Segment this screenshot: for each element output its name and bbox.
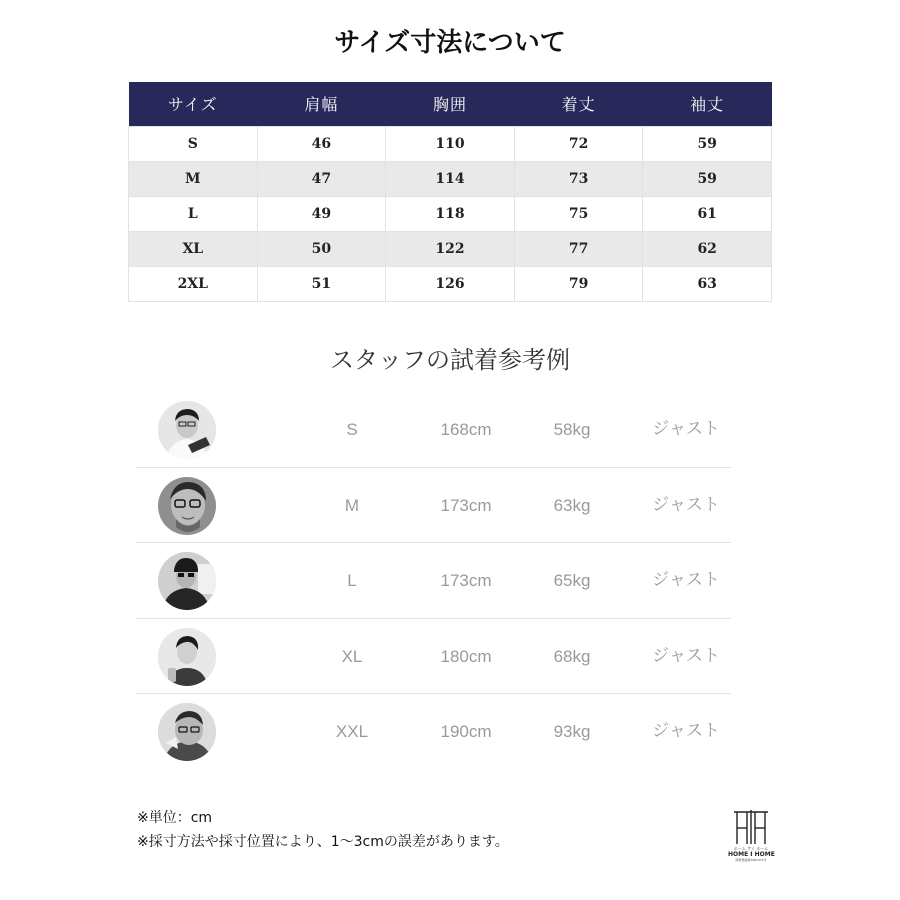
staff-height: 173cm: [440, 495, 492, 515]
header-size: サイズ: [129, 82, 258, 126]
table-cell: 73: [514, 161, 643, 196]
table-cell: 50: [257, 231, 386, 266]
staff-size: XXL: [335, 722, 369, 741]
staff-fit: ジャスト: [652, 570, 720, 590]
staff-weight: 68kg: [553, 646, 591, 666]
table-cell: 118: [386, 196, 515, 231]
staff-row: [136, 392, 731, 468]
brand-logo: [728, 808, 774, 874]
size-chart-header-row: [129, 82, 772, 126]
header-sleeve: 袖丈: [643, 82, 772, 126]
staff-weight: 63kg: [553, 495, 591, 515]
size-chart-table: [128, 82, 772, 302]
staff-list: [136, 392, 731, 770]
table-cell: M: [129, 161, 258, 196]
header-length: 着丈: [514, 82, 643, 126]
header-chest: 胸囲: [386, 82, 515, 126]
table-cell: L: [129, 196, 258, 231]
logo-trademark: 商標登録第5987471号: [735, 858, 767, 862]
staff-row: [136, 694, 731, 770]
staff-size: S: [346, 420, 358, 439]
table-cell: 72: [514, 126, 643, 161]
table-row: [129, 266, 772, 301]
table-cell: 47: [257, 161, 386, 196]
staff-size: L: [347, 571, 357, 590]
staff-avatar: [158, 552, 216, 610]
tolerance-note: ※採寸方法や採寸位置により、1～3cmの誤差があります。: [137, 834, 509, 850]
person-photo-icon: [158, 401, 216, 459]
home-i-home-logo-icon: [731, 808, 771, 846]
staff-weight: 93kg: [553, 722, 591, 741]
table-cell: S: [129, 126, 258, 161]
staff-row: [136, 543, 731, 619]
table-cell: 51: [257, 266, 386, 301]
table-cell: 46: [257, 126, 386, 161]
table-row: [129, 231, 772, 266]
staff-weight: 65kg: [553, 571, 591, 590]
table-cell: 62: [643, 231, 772, 266]
table-cell: 126: [386, 266, 515, 301]
staff-avatar: [158, 628, 216, 686]
logo-name: HOME I HOME: [728, 851, 775, 858]
staff-avatar: [158, 703, 216, 761]
staff-size: XL: [341, 646, 363, 666]
table-cell: 114: [386, 161, 515, 196]
staff-fit: ジャスト: [652, 494, 720, 515]
table-cell: 110: [386, 126, 515, 161]
table-cell: 2XL: [129, 266, 258, 301]
staff-avatar: [158, 401, 216, 459]
notes: [137, 806, 509, 854]
person-photo-icon: [158, 477, 216, 535]
table-cell: 77: [514, 231, 643, 266]
table-row: [129, 196, 772, 231]
staff-height: 180cm: [440, 646, 492, 666]
staff-section-title: スタッフの試着参考例: [330, 346, 570, 374]
staff-height: 190cm: [440, 722, 492, 741]
table-cell: XL: [129, 231, 258, 266]
table-cell: 59: [643, 126, 772, 161]
table-cell: 63: [643, 266, 772, 301]
table-row: [129, 126, 772, 161]
staff-row: [136, 468, 731, 544]
staff-fit: ジャスト: [652, 419, 720, 439]
staff-row: [136, 619, 731, 695]
table-cell: 75: [514, 196, 643, 231]
staff-size: M: [344, 495, 360, 515]
header-shoulder: 肩幅: [257, 82, 386, 126]
person-photo-icon: [158, 552, 216, 610]
person-photo-icon: [158, 703, 216, 761]
table-cell: 61: [643, 196, 772, 231]
table-cell: 59: [643, 161, 772, 196]
staff-avatar: [158, 477, 216, 535]
person-photo-icon: [158, 628, 216, 686]
staff-weight: 58kg: [553, 420, 591, 439]
table-cell: 122: [386, 231, 515, 266]
staff-fit: ジャスト: [652, 721, 720, 741]
size-chart-title: サイズ寸法について: [334, 28, 566, 58]
staff-height: 173cm: [440, 571, 492, 590]
unit-note: ※単位：cm: [137, 810, 213, 826]
table-row: [129, 161, 772, 196]
table-cell: 49: [257, 196, 386, 231]
staff-height: 168cm: [440, 420, 492, 439]
table-cell: 79: [514, 266, 643, 301]
logo-kana: ホーム アイ ホーム: [733, 846, 769, 851]
staff-fit: ジャスト: [652, 645, 720, 666]
